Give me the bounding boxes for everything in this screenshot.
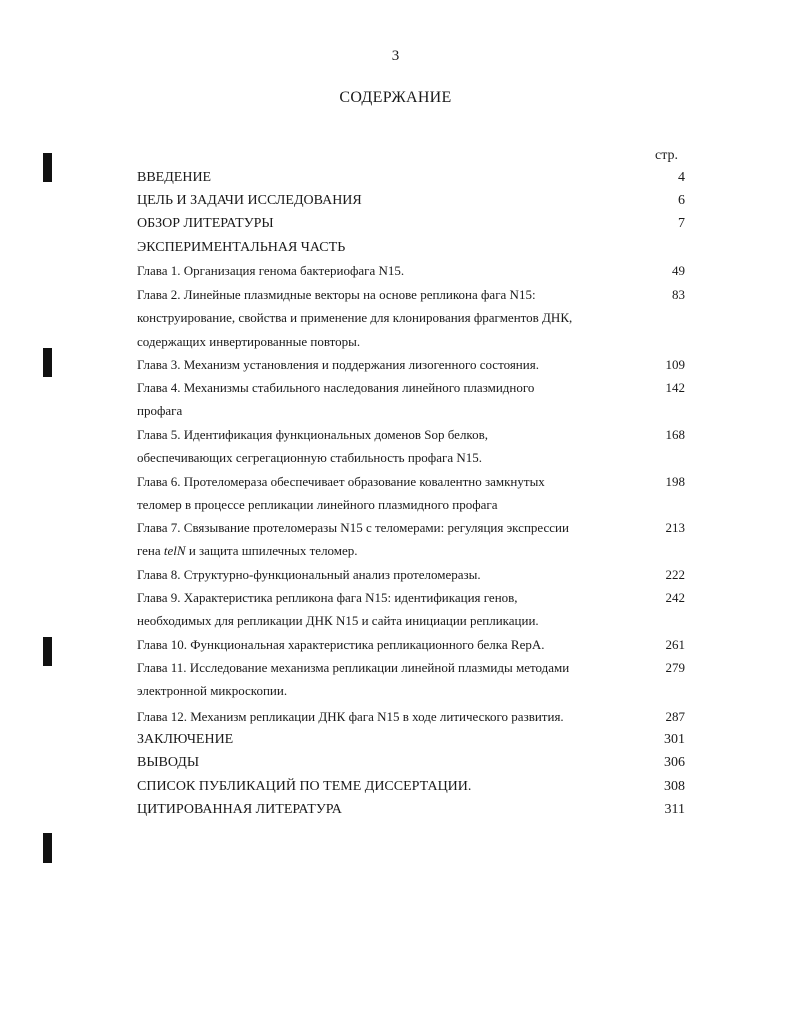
toc-entry-title-continued: теломер в процессе репликации линейного плазмидного профага — [137, 497, 498, 513]
toc-entry-title: Глава 9. Характеристика репликона фага N15: идентификация генов, — [137, 590, 518, 605]
toc-entry-page: 222 — [665, 567, 685, 582]
toc-entry-title-continued: электронной микроскопии. — [137, 683, 288, 699]
toc-entry-page: 7 — [678, 216, 685, 231]
toc-entry-page: 301 — [664, 732, 685, 747]
page-title: СОДЕРЖАНИЕ — [339, 89, 452, 106]
toc-entry-title: ЭКСПЕРИМЕНТАЛЬНАЯ ЧАСТЬ — [137, 240, 346, 255]
toc-entry-page: 4 — [678, 170, 685, 185]
toc-entry-page: 168 — [665, 427, 685, 442]
toc-entry-title-continued: обеспечивающих сегрегационную стабильность профага N15. — [137, 450, 482, 466]
toc-entry-title: Глава 5. Идентификация функциональных доменов Sop белков, — [137, 427, 488, 442]
toc-entry-page: 213 — [665, 520, 685, 535]
toc-entry-title: Глава 3. Механизм установления и поддержания лизогенного состояния. — [137, 357, 539, 372]
toc-entry-title-continued: профага — [137, 403, 183, 419]
toc-entry-page: 306 — [664, 755, 685, 770]
toc-entry-title-continued: необходимых для репликации ДНК N15 и сайта инициации репликации. — [137, 613, 539, 629]
toc-entry-page: 242 — [665, 590, 685, 605]
toc-entry-page: 311 — [664, 802, 685, 817]
toc-entry-title: ВВЕДЕНИЕ — [137, 170, 212, 185]
toc-entry-title: Глава 7. Связывание протеломеразы N15 с теломерами: регуляция экспрессии — [137, 520, 569, 535]
toc-entry-page: 261 — [665, 637, 685, 652]
binding-hole-mark — [43, 153, 52, 182]
toc-entry-page: 49 — [672, 263, 685, 278]
toc-entry-title: Глава 12. Механизм репликации ДНК фага N15 в ходе литического развития. — [137, 709, 564, 724]
toc-entry-title: Глава 11. Исследование механизма репликации линейной плазмиды методами — [137, 660, 570, 675]
toc-entry-page: 279 — [665, 660, 685, 675]
binding-hole-mark — [43, 348, 52, 377]
toc-entry-page: 6 — [678, 193, 685, 208]
toc-entry-title: ОБЗОР ЛИТЕРАТУРЫ — [137, 216, 274, 231]
toc-entry-title: Глава 4. Механизмы стабильного наследования линейного плазмидного — [137, 380, 535, 395]
toc-entry-title-continued: содержащих инвертированные повторы. — [137, 333, 361, 349]
toc-entry-title: ЦЕЛЬ И ЗАДАЧИ ИССЛЕДОВАНИЯ — [137, 193, 362, 208]
toc-entry-page: 83 — [672, 287, 685, 302]
toc-entry-page: 308 — [664, 779, 685, 794]
toc-entry-title: СПИСОК ПУБЛИКАЦИЙ ПО ТЕМЕ ДИССЕРТАЦИИ. — [137, 779, 472, 794]
binding-hole-mark — [43, 833, 52, 863]
toc-entry-page: 142 — [665, 380, 685, 395]
page-column-header: стр. — [655, 148, 679, 163]
toc-entry-title-continued: гена telN и защита шпилечных теломер. — [137, 543, 358, 559]
toc-entry-title-continued: конструирование, свойства и применение для клонирования фрагментов ДНК, — [137, 310, 573, 326]
page-number: 3 — [391, 48, 400, 64]
toc-entry-title: ВЫВОДЫ — [137, 755, 200, 770]
toc-entry-title: Глава 1. Организация генома бактериофага N15. — [137, 263, 405, 278]
toc-entry-page: 109 — [665, 357, 685, 372]
toc-entry-title: Глава 6. Протеломераза обеспечивает образование ковалентно замкнутых — [137, 474, 545, 489]
toc-entry-title: ЦИТИРОВАННАЯ ЛИТЕРАТУРА — [137, 802, 342, 817]
binding-hole-mark — [43, 637, 52, 666]
toc-entry-title: Глава 10. Функциональная характеристика репликационного белка RepA. — [137, 637, 545, 652]
toc-entry-title: Глава 8. Структурно-функциональный анализ протеломеразы. — [137, 567, 481, 582]
toc-entry-title: Глава 2. Линейные плазмидные векторы на основе репликона фага N15: — [137, 287, 536, 302]
toc-entry-page: 287 — [665, 709, 685, 724]
toc-entry-title: ЗАКЛЮЧЕНИЕ — [137, 732, 234, 747]
toc-entry-page: 198 — [665, 474, 685, 489]
